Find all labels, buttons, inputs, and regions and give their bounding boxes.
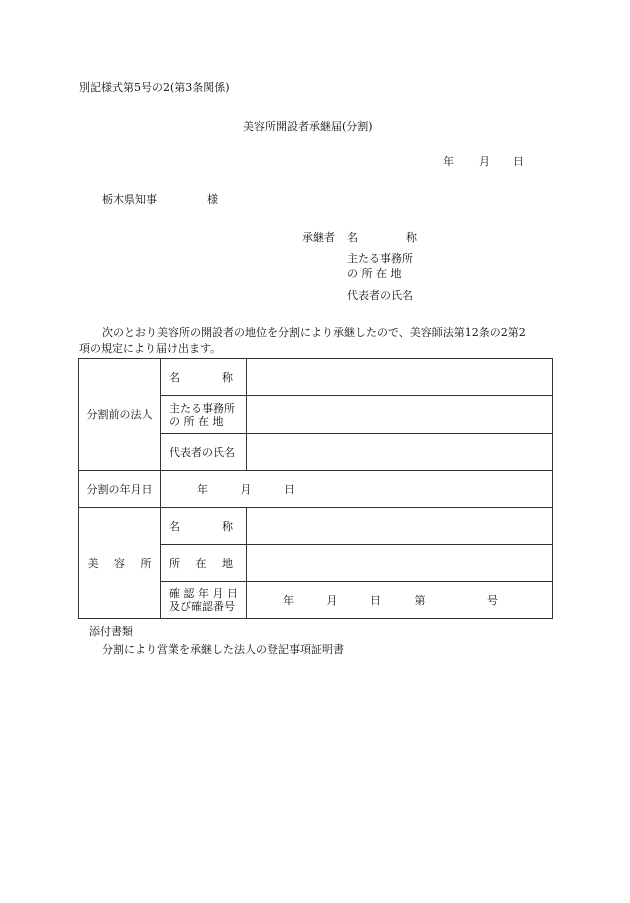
confirm-year-label: 年: [283, 593, 294, 607]
before-corp-header: 分割前の法人: [79, 359, 161, 471]
successor-label: 承継者: [302, 231, 335, 244]
confirm-go-label: 号: [487, 593, 498, 607]
attachment-item: 分割により営業を承継した法人の登記事項証明書: [102, 643, 344, 656]
successor-rep-label: 代表者の氏名: [347, 289, 413, 302]
successor-office-label-2: の 所 在 地: [347, 267, 402, 280]
corp-office-field[interactable]: [247, 396, 553, 434]
split-year-label: 年: [197, 482, 208, 496]
corp-name-label: 名 称: [161, 359, 247, 396]
body-text-line-1: 次のとおり美容所の開設者の地位を分割により承継したので、美容師法第12条の2第2: [102, 326, 526, 339]
date-day-label: 日: [513, 155, 524, 168]
confirm-field[interactable]: [247, 582, 553, 619]
table-row: [79, 471, 553, 508]
corp-rep-field[interactable]: [247, 434, 553, 471]
split-date-field[interactable]: [161, 471, 553, 508]
salon-location-field[interactable]: [247, 545, 553, 582]
split-day-label: 日: [284, 482, 295, 496]
split-date-label: 分割の年月日: [79, 471, 161, 508]
addressee-honorific: 様: [207, 193, 218, 206]
date-month-label: 月: [479, 155, 490, 168]
date-year-label: 年: [443, 155, 454, 168]
confirm-month-label: 月: [326, 593, 338, 607]
salon-name-label: 名 称: [161, 508, 247, 545]
form-reference: 別記様式第5号の2(第3条関係): [79, 81, 230, 94]
confirm-label: 確 認 年 月 日 及び確認番号: [161, 582, 247, 619]
successor-name-label-1: 名: [347, 231, 358, 244]
addressee-name: 栃木県知事: [102, 193, 157, 206]
split-month-label: 月: [240, 482, 252, 496]
corp-office-label: 主たる事務所 の 所 在 地: [161, 396, 247, 434]
attachments-label: 添付書類: [89, 625, 133, 638]
form-table: [78, 358, 553, 619]
salon-location-label: 所 在 地: [161, 545, 247, 582]
table-row: [79, 359, 553, 396]
biyo-header: 美 容 所: [79, 508, 161, 619]
successor-office-label-1: 主たる事務所: [347, 252, 413, 265]
corp-rep-label: 代表者の氏名: [161, 434, 247, 471]
document-title: 美容所開設者承継届(分割): [243, 120, 373, 133]
table-row: [79, 508, 553, 545]
confirm-day-label: 日: [370, 593, 381, 607]
corp-name-field[interactable]: [247, 359, 553, 396]
confirm-no-label: 第: [414, 593, 426, 607]
body-text-line-2: 項の規定により届け出ます。: [79, 342, 222, 355]
successor-name-label-2: 称: [406, 231, 417, 244]
salon-name-field[interactable]: [247, 508, 553, 545]
